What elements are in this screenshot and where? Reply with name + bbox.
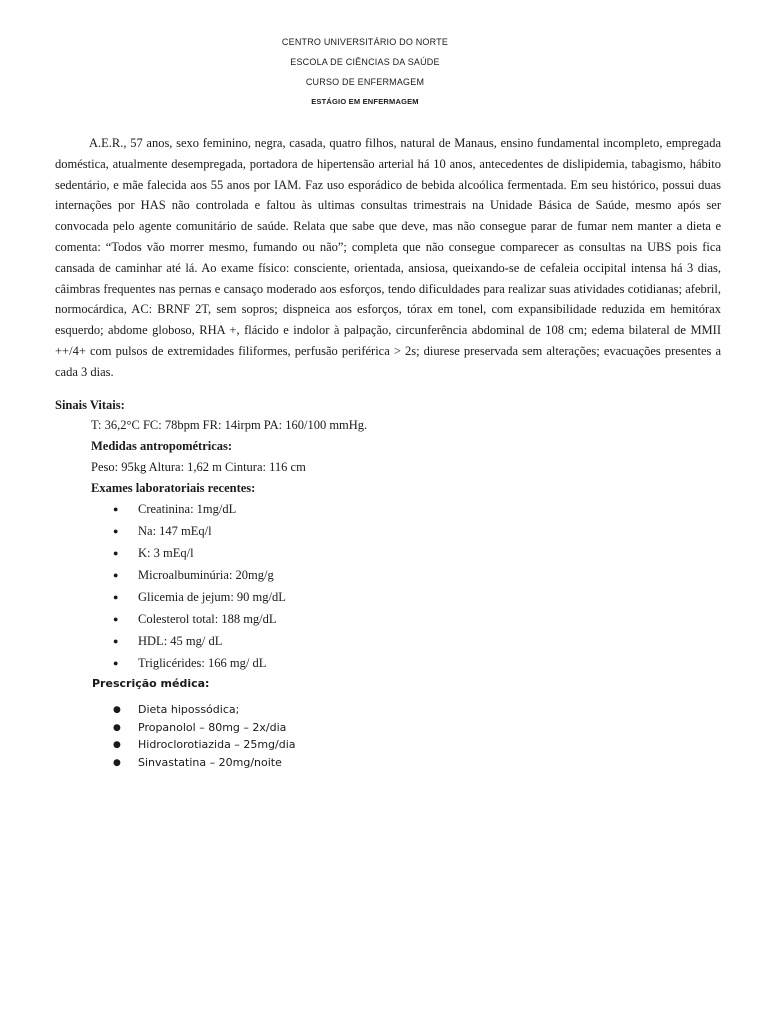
- lab-item-text: Na: 147 mEq/l: [138, 524, 212, 538]
- prescription-list: [110, 703, 296, 773]
- list-item: [110, 633, 286, 655]
- lab-item-text: K: 3 mEq/l: [138, 546, 194, 560]
- anthropometric-values: Peso: 95kg Altura: 1,62 m Cintura: 116 cm: [91, 460, 306, 474]
- list-item: [110, 703, 296, 721]
- bullet: ●: [113, 614, 119, 624]
- prescription-title: Prescrição médica:: [92, 677, 210, 690]
- bullet: ●: [113, 636, 119, 646]
- labs-title: Exames laboratoriais recentes:: [91, 481, 256, 495]
- course-name: CURSO DE ENFERMAGEM: [305, 77, 425, 87]
- list-item: [110, 655, 286, 677]
- list-item: [110, 738, 296, 756]
- bullet: ●: [113, 722, 121, 733]
- lab-item-text: Triglicérides: 166 mg/ dL: [138, 656, 267, 670]
- prescription-item-text: Propanolol – 80mg – 2x/dia: [138, 720, 287, 734]
- lab-item-text: Glicemia de jejum: 90 mg/dL: [138, 590, 286, 604]
- bullet: ●: [113, 526, 119, 536]
- school-name: ESCOLA DE CIÊNCIAS DA SAÚDE: [290, 57, 440, 67]
- bullet: ●: [113, 705, 121, 715]
- bullet: ●: [113, 548, 119, 558]
- list-item: [110, 567, 286, 589]
- lab-item-text: HDL: 45 mg/ dL: [138, 634, 223, 648]
- bullet: ●: [113, 740, 121, 750]
- prescription-item-text: Dieta hipossódica;: [138, 703, 240, 716]
- institution-name: CENTRO UNIVERSITÁRIO DO NORTE: [281, 37, 449, 47]
- list-item: [110, 501, 286, 523]
- bullet: ●: [113, 570, 119, 580]
- list-item: [110, 721, 296, 739]
- bullet: ●: [113, 658, 119, 668]
- list-item: [110, 756, 296, 774]
- labs-list: [110, 501, 286, 677]
- list-item: [110, 523, 286, 545]
- list-item: [110, 589, 286, 611]
- lab-item-text: Creatinina: 1mg/dL: [138, 502, 237, 516]
- lab-item-text: Microalbuminúria: 20mg/g: [138, 568, 274, 582]
- list-item: [110, 611, 286, 633]
- bullet: ●: [113, 504, 119, 514]
- anthropometric-title: Medidas antropométricas:: [91, 439, 233, 453]
- vitals-title: Sinais Vitais:: [55, 398, 125, 412]
- internship-name: ESTÁGIO EM ENFERMAGEM: [311, 97, 419, 106]
- vitals-values: T: 36,2°C FC: 78bpm FR: 14irpm PA: 160/100 mmHg.: [91, 418, 368, 432]
- case-paragraph: A.E.R., 57 anos, sexo feminino, negra, casada, quatro filhos, natural de Manaus, ensino fundamental incompleto, empregada doméstica, atualmente desempregada, portadora de hipertensão arterial há 10 anos, antecedentes de dislipidemia, tabagismo, hábito sedentário, e mãe falecida aos 55 anos por IAM. Faz uso esporádico de bebida alcoólica fermentada. Em seu histórico, possui duas internações por HAS não controlada e faltou às ultimas consultas trimestrais na Unidade Básica de Saúde, mesmo após ser convocada pelo agente comunitário de saúde. Relata que sabe que deve, mas não consegue parar de fumar nem manter a dieta e comenta: “Todos vão morrer mesmo, fumando ou não”; completa que não consegue comparecer as consultas na UBS pois fica cansada de caminhar até lá. Ao exame físico: consciente, orientada, ansiosa, queixando-se de cefaleia occipital intensa há 3 dias, câimbras frequentes nas pernas e cansaço moderado aos esforços, tendo dificuldades para realizar suas atividades cotidianas; afebril, normocárdica, AC: BRNF 2T, sem sopros; dispneica aos esforços, tórax em tonel, com expansibilidade reduzida em hemitórax esquerdo; abdome globoso, RHA +, flácido e indolor à palpação, circunferência abdominal de 108 cm; edema bilateral de MMII ++/4+ com pulsos de extremidades filiformes, perfusão periférica > 2s; diurese preservada sem alterações; evacuações presentes a cada 3 dias.: [55, 136, 721, 379]
- prescription-item-text: Sinvastatina – 20mg/noite: [138, 755, 282, 769]
- list-item: [110, 545, 286, 567]
- prescription-item-text: Hidroclorotiazida – 25mg/dia: [138, 738, 296, 751]
- bullet: ●: [113, 757, 121, 768]
- bullet: ●: [113, 592, 119, 602]
- document-header: [0, 36, 730, 116]
- lab-item-text: Colesterol total: 188 mg/dL: [138, 612, 277, 626]
